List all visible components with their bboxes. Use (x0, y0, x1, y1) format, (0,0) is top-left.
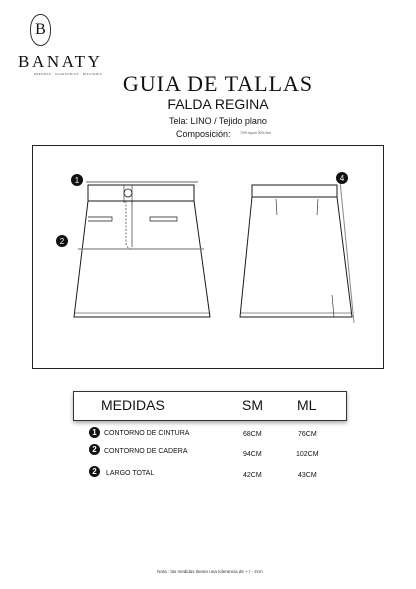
row-1-label: CONTORNO DE CINTURA (104, 430, 190, 437)
header-sm: SM (242, 397, 263, 413)
row-1-ml: 76CM (298, 431, 317, 438)
header-ml: ML (297, 397, 317, 413)
row-3-sm: 42CM (243, 472, 262, 479)
skirt-technical-drawing (32, 145, 384, 369)
skirt-back-drawing (240, 181, 354, 323)
composition-value: 70% rayon 30% lino (240, 131, 272, 135)
row-3-label: LARGO TOTAL (106, 470, 155, 477)
marker-4-label: 4 (339, 174, 345, 183)
composition-label: Composición: (176, 129, 231, 139)
brand-name: BANATY (18, 52, 103, 71)
row-3-badge: 2 (89, 466, 100, 477)
marker-2-label: 2 (59, 237, 65, 246)
brand-tagline: PRENDAS · ACCESORIOS · BISUTERIA (33, 72, 103, 76)
marker-1-label: 1 (74, 176, 80, 185)
tolerance-note: Nota : las medidas tienen una tolerancia de + / - 2cm (157, 569, 263, 574)
row-2-label: CONTORNO DE CADERA (104, 448, 188, 455)
header-medidas: MEDIDAS (101, 397, 165, 413)
measurement-marker-4 (336, 172, 348, 184)
row-1-badge: 1 (89, 427, 100, 438)
skirt-front-drawing (74, 182, 210, 317)
row-2-sm: 94CM (243, 451, 262, 458)
fabric-info: Tela: LINO / Tejido plano (169, 116, 267, 126)
row-2-ml: 102CM (296, 451, 319, 458)
row-2-badge: 2 (89, 444, 100, 455)
measurement-marker-2 (56, 235, 68, 247)
brand-logo-mark: B (30, 14, 51, 46)
row-3-ml: 43CM (298, 472, 317, 479)
page-title: GUIA DE TALLAS (122, 71, 314, 96)
garment-name: FALDA REGINA (167, 96, 269, 112)
measurement-marker-1 (71, 174, 83, 186)
row-1-sm: 68CM (243, 431, 262, 438)
